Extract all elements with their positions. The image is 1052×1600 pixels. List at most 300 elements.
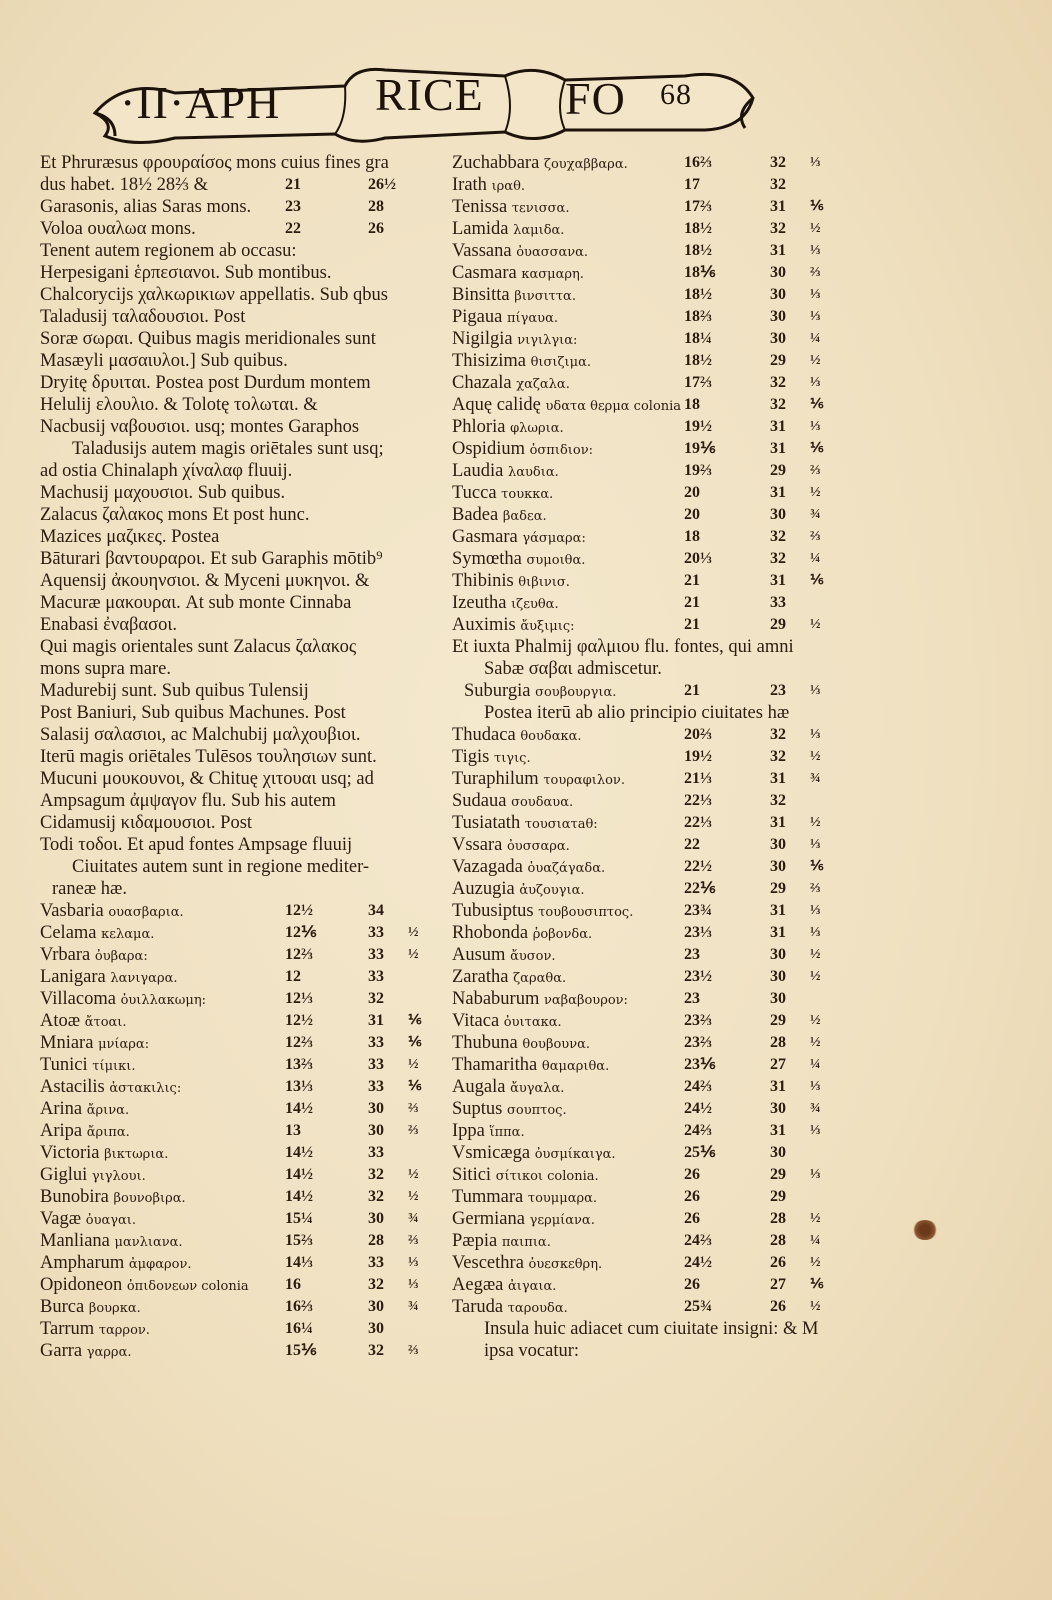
line-text: Soræ σωραι. Quibus magis meridionales sunt [40,329,376,349]
latin-place-name: Bunobira [40,1187,109,1207]
place-entry [452,306,842,328]
latitude-value: 26 [368,220,384,237]
greek-place-name: ταρρον. [98,1323,150,1338]
text-line [40,636,440,658]
place-entry [40,1340,440,1362]
latin-place-name: Vassana [452,241,512,261]
latitude-fraction: ⅓ [810,155,821,170]
latin-place-name: Thibinis [452,571,514,591]
latitude-value: 30 [368,1320,384,1337]
line-text: Post Baniuri, Sub quibus Machunes. Post [40,703,346,723]
text-line [40,658,440,680]
latin-place-name: Manliana [40,1231,110,1251]
latitude-value: 31 [770,814,786,831]
longitude-value: 23⅔ [684,1034,712,1051]
latin-place-name: Phloria [452,417,506,437]
longitude-value: 22½ [684,858,712,875]
latitude-value: 29 [770,352,786,369]
latitude-value: 30 [770,990,786,1007]
latin-place-name: Nigilgia [452,329,513,349]
longitude-value: 17 [684,176,700,193]
place-entry [452,812,842,834]
latitude-fraction: ⅔ [408,1123,419,1138]
latin-place-name: Mniara [40,1033,94,1053]
latitude-fraction: ½ [408,1057,419,1072]
longitude-value: 14½ [285,1100,313,1117]
greek-place-name: βουρκα. [88,1301,141,1316]
latin-place-name: Aegæa [452,1275,504,1295]
latin-place-name: Lanigara [40,967,106,987]
line-text: Mucuni μουκουνοι, & Chituę χιτουαι usq; ad [40,769,374,789]
greek-place-name: τενισσα. [511,201,570,216]
latin-place-name: Villacoma [40,989,116,1009]
longitude-value: 18¼ [684,330,712,347]
place-entry [40,1296,440,1318]
latin-place-name: Rhobonda [452,923,529,943]
greek-place-name: ὀυεσκεθρη. [528,1257,603,1272]
latitude-value: 31 [770,572,786,589]
latitude-fraction: ½ [810,815,821,830]
ink-stain [912,1220,938,1240]
greek-place-name: τουκκα. [501,487,554,502]
longitude-value: 20 [684,484,700,501]
latin-place-name: Tenissa [452,197,508,217]
latin-place-name: Tubusiptus [452,901,534,921]
longitude-value: 15¼ [285,1210,313,1227]
text-line [40,174,440,196]
place-entry [452,856,842,878]
latitude-value: 32 [770,374,786,391]
longitude-value: 23½ [684,968,712,985]
latitude-value: 26 [770,1254,786,1271]
text-line [40,196,440,218]
longitude-value: 23 [684,990,700,1007]
latitude-value: 32 [770,792,786,809]
greek-place-name: ἀιγαια. [508,1279,557,1294]
place-entry [452,746,842,768]
latitude-value: 30 [770,1100,786,1117]
latin-place-name: Tummara [452,1187,524,1207]
place-entry [452,1120,842,1142]
longitude-value: 21 [285,176,301,193]
text-line [40,460,440,482]
latitude-fraction: ¼ [810,1057,821,1072]
latitude-value: 32 [770,726,786,743]
latitude-value: 32 [770,550,786,567]
longitude-value: 14½ [285,1144,313,1161]
latitude-fraction: ⅙ [810,441,824,456]
greek-place-name: συμοιθα. [526,553,586,568]
latitude-value: 31 [770,902,786,919]
latitude-fraction: ⅙ [810,397,824,412]
latitude-fraction: ⅓ [810,683,821,698]
greek-place-name: ὀυαγαι. [85,1213,137,1228]
latin-place-name: Vrbara [40,945,91,965]
latin-place-name: Irath [452,175,487,195]
line-text: Enabasi ἐναβασοι. [40,615,177,635]
greek-place-name: σουδαυα. [511,795,574,810]
line-text: Herpesigani ἑρπεσιανοι. Sub montibus. [40,263,332,283]
latitude-fraction: ⅓ [810,925,821,940]
folio-label: FO [565,73,626,124]
place-entry [40,966,440,988]
latitude-fraction: ⅓ [810,903,821,918]
place-entry [40,1252,440,1274]
line-text: Qui magis orientales sunt Zalacus ζαλακος [40,637,357,657]
place-entry [452,922,842,944]
latitude-fraction: ½ [810,749,821,764]
greek-place-name: ουασβαρια. [108,905,184,920]
latitude-value: 33 [368,1078,384,1095]
latin-place-name: Vasbaria [40,901,104,921]
longitude-value: 26 [684,1188,700,1205]
latitude-value: 33 [368,968,384,985]
latitude-fraction: ⅔ [810,529,821,544]
latin-place-name: Atoæ [40,1011,81,1031]
greek-place-name: βουνοβιρα. [113,1191,186,1206]
greek-place-name: ὀυιλλακωμη: [120,993,207,1008]
latitude-value: 32 [770,396,786,413]
latitude-value: 30 [770,264,786,281]
place-entry [452,328,842,350]
latitude-fraction: ½ [810,1255,821,1270]
place-entry [452,372,842,394]
place-entry [452,284,842,306]
longitude-value: 13⅓ [285,1078,313,1095]
greek-place-name: βικτωρια. [104,1147,169,1162]
longitude-value: 24½ [684,1100,712,1117]
latitude-fraction: ⅙ [408,1079,422,1094]
latin-place-name: Suptus [452,1099,503,1119]
latin-place-name: Aripa [40,1121,83,1141]
text-line [40,702,440,724]
text-line [452,702,842,724]
line-text: Sabæ σαβαι admiscetur. [484,659,662,679]
latitude-value: 31 [770,924,786,941]
longitude-value: 19⅔ [684,462,712,479]
latin-place-name: Thubuna [452,1033,518,1053]
latitude-fraction: ⅓ [810,1123,821,1138]
place-entry [452,790,842,812]
greek-place-name: υδατα θερμα colonia [545,399,682,414]
text-line [40,328,440,350]
longitude-value: 16¼ [285,1320,313,1337]
latitude-value: 29 [770,1188,786,1205]
greek-place-name: ὀυιτακα. [503,1015,562,1030]
longitude-value: 21 [684,572,700,589]
latin-place-name: Badea [452,505,499,525]
latitude-value: 28 [770,1210,786,1227]
longitude-value: 25¾ [684,1298,712,1315]
latitude-fraction: ⅓ [810,375,821,390]
place-entry [452,218,842,240]
place-entry [452,944,842,966]
right-column [452,152,842,1362]
latin-place-name: Pigaua [452,307,503,327]
place-entry [452,570,842,592]
greek-place-name: λαυδια. [508,465,559,480]
longitude-value: 16⅔ [285,1298,313,1315]
left-column [40,152,440,1362]
greek-place-name: ἄυγαλα. [510,1081,565,1096]
line-text: Madurebij sunt. Sub quibus Tulensij [40,681,309,701]
latin-place-name: Vescethra [452,1253,524,1273]
longitude-value: 24⅔ [684,1122,712,1139]
greek-place-name: ὀπιδονεων colonia [126,1279,249,1294]
latitude-fraction: ⅓ [810,287,821,302]
longitude-value: 14½ [285,1188,313,1205]
place-entry [40,1274,440,1296]
line-text: Taladusijs autem magis oriētales sunt usq; [72,439,384,459]
greek-place-name: γάσμαρα: [522,531,586,546]
latitude-fraction: ½ [408,925,419,940]
longitude-value: 26 [684,1166,700,1183]
latin-place-name: Ausum [452,945,506,965]
text-line [40,570,440,592]
longitude-value: 24⅔ [684,1232,712,1249]
latitude-value: 33 [770,594,786,611]
line-text: Et Phruræsus φρουραίσος mons cuius fines gra [40,153,389,173]
place-entry [40,1076,440,1098]
latin-place-name: Binsitta [452,285,510,305]
line-text: ipsa vocatur: [484,1341,580,1361]
line-text: Bāturari βαντουραροι. Et sub Garaphis mōtib⁹ [40,549,383,569]
place-entry [452,482,842,504]
latitude-fraction: ⅓ [810,837,821,852]
latitude-fraction: ½ [810,617,821,632]
greek-place-name: τουβουσιπτος. [538,905,634,920]
latin-place-name: Thamaritha [452,1055,538,1075]
latitude-value: 26 [770,1298,786,1315]
latitude-fraction: ⅔ [408,1343,419,1358]
place-entry [452,592,842,614]
longitude-value: 18½ [684,286,712,303]
latitude-value: 32 [368,990,384,1007]
latitude-value: 30 [368,1100,384,1117]
place-entry [452,548,842,570]
latin-place-name: Izeutha [452,593,507,613]
longitude-value: 18½ [684,352,712,369]
latitude-value: 30 [770,946,786,963]
latitude-fraction: ⅔ [810,265,821,280]
latin-place-name: Vazagada [452,857,523,877]
latin-place-name: Suburgia [464,681,531,701]
text-line [452,1340,842,1362]
latitude-fraction: ⅓ [810,419,821,434]
place-entry [40,944,440,966]
longitude-value: 15⅙ [285,1342,317,1359]
greek-place-name: βαδεα. [502,509,547,524]
line-text: Todi τοδοι. Et apud fontes Ampsage fluuij [40,835,353,855]
latitude-fraction: ⅓ [810,309,821,324]
latin-place-name: Zaratha [452,967,509,987]
text-line [40,592,440,614]
longitude-value: 23¾ [684,902,712,919]
greek-place-name: τουραφιλον. [543,773,625,788]
latitude-value: 31 [770,418,786,435]
line-text: Tenent autem regionem ab occasu: [40,241,297,261]
latitude-fraction: ¼ [810,551,821,566]
latitude-value: 32 [368,1342,384,1359]
place-entry [452,1208,842,1230]
place-entry [40,1230,440,1252]
longitude-value: 23⅔ [684,1012,712,1029]
greek-place-name: τουμμαρα. [527,1191,598,1206]
line-text: Aquensij ἀκουηνσιοι. & Myceni μυκηνοι. & [40,571,370,591]
latitude-fraction: ⅔ [810,881,821,896]
place-entry [452,724,842,746]
latin-place-name: Laudia [452,461,504,481]
text-line [40,394,440,416]
line-text: Ciuitates autem sunt in regione mediter- [72,857,370,877]
place-entry [452,1230,842,1252]
place-entry [452,966,842,988]
latin-place-name: Celama [40,923,97,943]
line-text: Et iuxta Phalmij φαλμιου flu. fontes, qui amni [452,637,794,657]
longitude-value: 23 [684,946,700,963]
place-entry [452,196,842,218]
place-entry [452,262,842,284]
line-text: Zalacus ζαλακος mons Et post hunc. [40,505,310,525]
line-text: Salasij σαλασιοι, ac Malchubij μαλχουβιοι. [40,725,361,745]
latitude-fraction: ⅙ [810,1277,824,1292]
text-line [40,768,440,790]
greek-place-name: θαμαριθα. [541,1059,610,1074]
greek-place-name: θισιζιμα. [530,355,592,370]
longitude-value: 13 [285,1122,301,1139]
line-text: Chalcorycijs χαλκωρικιων appellatis. Sub qbus [40,285,388,305]
longitude-value: 18⅙ [684,264,716,281]
longitude-value: 19⅙ [684,440,716,457]
longitude-value: 12 [285,968,301,985]
greek-place-name: ἄτοαι. [84,1015,127,1030]
latin-place-name: Casmara [452,263,517,283]
latitude-value: 31 [770,770,786,787]
place-entry [452,1186,842,1208]
latitude-value: 32 [770,220,786,237]
latitude-value: 30 [770,858,786,875]
latin-place-name: Thudaca [452,725,516,745]
latitude-fraction: ½ [810,969,821,984]
latitude-value: 27 [770,1276,786,1293]
place-entry [452,1010,842,1032]
longitude-value: 25⅙ [684,1144,716,1161]
greek-place-name: θουδακα. [520,729,582,744]
latitude-fraction: ¼ [810,1233,821,1248]
latitude-fraction: ⅔ [408,1233,419,1248]
latin-place-name: Ippa [452,1121,485,1141]
greek-place-name: ἄυσον. [510,949,556,964]
longitude-value: 14⅓ [285,1254,313,1271]
latitude-value: 30 [368,1122,384,1139]
latitude-value: 33 [368,924,384,941]
latitude-value: 30 [770,506,786,523]
latitude-value: 30 [368,1210,384,1227]
longitude-value: 22 [684,836,700,853]
greek-place-name: σουβουργια. [535,685,617,700]
longitude-value: 17⅔ [684,374,712,391]
latitude-value: 27 [770,1056,786,1073]
latitude-fraction: ⅔ [810,463,821,478]
latitude-fraction: ⅔ [408,1101,419,1116]
longitude-value: 21 [684,616,700,633]
latitude-value: 31 [770,484,786,501]
greek-place-name: μνίαρα: [98,1037,150,1052]
longitude-value: 21 [684,682,700,699]
greek-place-name: ὀυαζάγαδα. [527,861,606,876]
greek-place-name: ναβαβουρον: [543,993,628,1008]
place-entry [452,416,842,438]
latitude-value: 33 [368,1034,384,1051]
latitude-value: 32 [368,1276,384,1293]
line-text: Dryitę δρυιται. Postea post Durdum montem [40,373,371,393]
running-head-banner [85,58,765,148]
running-head-part: ·II·APH [120,77,281,128]
greek-place-name: ὀυασσανα. [516,245,589,260]
text-line [40,614,440,636]
folio-number: 68 [660,78,692,111]
longitude-value: 12⅓ [285,990,313,1007]
latitude-value: 28 [368,198,384,215]
greek-place-name: ιραθ. [491,179,526,194]
longitude-value: 14½ [285,1166,313,1183]
latitude-fraction: ½ [810,353,821,368]
greek-place-name: ὀυσσαρα. [506,839,570,854]
place-entry [40,988,440,1010]
text-line [40,548,440,570]
longitude-value: 18⅔ [684,308,712,325]
longitude-value: 23 [285,198,301,215]
longitude-value: 17⅔ [684,198,712,215]
place-entry [40,1186,440,1208]
text-line [40,482,440,504]
latitude-fraction: ¼ [810,331,821,346]
longitude-value: 18½ [684,220,712,237]
greek-place-name: γερμίανα. [529,1213,595,1228]
greek-place-name: ἵππα. [489,1125,525,1140]
text-line [40,350,440,372]
text-line [452,658,842,680]
longitude-value: 12½ [285,1012,313,1029]
latitude-fraction: ½ [408,947,419,962]
latitude-fraction: ½ [408,1167,419,1182]
latin-place-name: Vssara [452,835,503,855]
latin-place-name: Auximis [452,615,516,635]
greek-place-name: κελαμα. [101,927,155,942]
place-entry [452,614,842,636]
latin-place-name: Giglui [40,1165,88,1185]
text-line [40,856,440,878]
longitude-value: 23⅓ [684,924,712,941]
latitude-value: 29 [770,462,786,479]
text-line [40,878,440,900]
greek-place-name: ταρουδα. [507,1301,568,1316]
longitude-value: 24⅔ [684,1078,712,1095]
greek-place-name: βινσιττα. [514,289,576,304]
text-line [40,284,440,306]
place-entry [40,1164,440,1186]
greek-place-name: φλωρια. [510,421,564,436]
latitude-fraction: ½ [810,1035,821,1050]
place-entry [452,1032,842,1054]
latitude-value: 28 [770,1232,786,1249]
greek-place-name: ἀυζουγια. [519,883,585,898]
latitude-value: 32 [770,176,786,193]
longitude-value: 21 [684,594,700,611]
longitude-value: 16⅔ [684,154,712,171]
place-entry [452,174,842,196]
place-entry [452,394,842,416]
